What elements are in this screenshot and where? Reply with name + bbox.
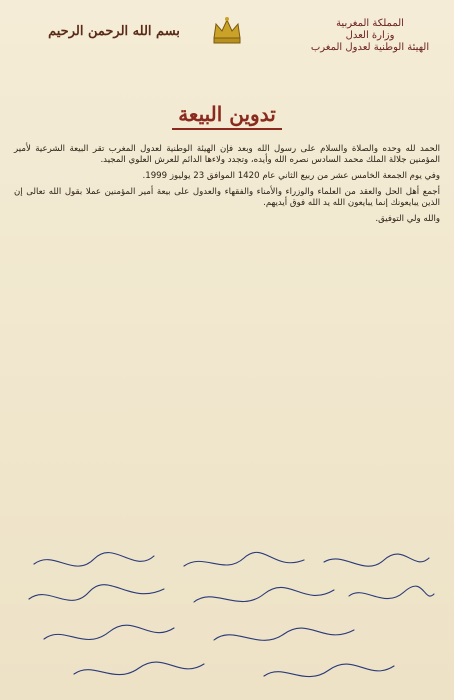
document-body [14,144,440,225]
body-paragraph: أجمع أهل الحل والعقد من العلماء والوزراء والأمناء والفقهاء والعدول على بيعة أمير المؤمنين عملا بقول الله تعالى إن الذين يبايعونك إنما يبايعون الله يد الله فوق أيديهم. [14,187,440,208]
body-paragraph: الحمد لله وحده والصلاة والسلام على رسول الله وبعد فإن الهيئة الوطنية لعدول المغرب تقر البيعة الشرعية لأمير المؤمنين جلالة الملك محمد السادس نصره الله وأيده، وتجدد ولاءها الدائم للعرش العلوي المجيد. [14,144,440,165]
body-paragraph: والله ولي التوفيق. [375,214,440,224]
ministry-line: الهيئة الوطنية لعدول المغرب [310,42,430,53]
basmala: بسم الله الرحمن الرحيم [48,24,180,39]
title-area [14,102,440,142]
signatures-scribble-icon [14,544,440,694]
ministry-line: وزارة العدل [345,30,395,41]
body-paragraph: وفي يوم الجمعة الخامس عشر من ربيع الثاني عام 1420 الموافق 23 يوليوز 1999. [142,171,440,181]
page-title: تدوين البيعة [172,102,282,130]
signatures-area [14,544,440,694]
crown-emblem-icon [210,14,244,48]
letterhead [14,8,440,72]
ministry-line: المملكة المغربية [336,18,404,29]
ministry-header [304,18,436,54]
